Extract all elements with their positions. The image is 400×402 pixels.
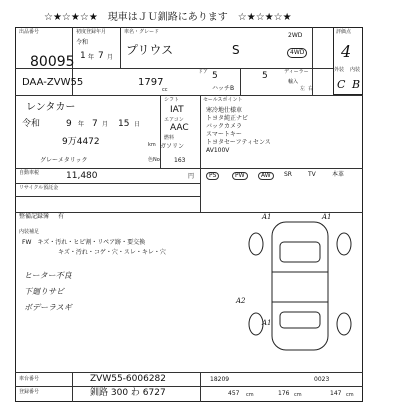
body-type: ハッチB <box>212 85 235 92</box>
score-label: 評価点 <box>336 29 352 35</box>
windshield-outline <box>280 242 320 262</box>
tax-unit: 円 <box>188 173 195 180</box>
inspection-month: 7 <box>92 119 98 129</box>
interior-notes-label: 内装補足 <box>19 229 40 235</box>
dealer-option-right: 右 <box>308 86 314 92</box>
interior-label: 内装 <box>350 67 361 73</box>
damage-mark: A1 <box>262 319 272 327</box>
plate-value: 釧路 300 わ 6727 <box>90 388 166 398</box>
door-label: ドア <box>198 69 208 75</box>
footer-width: 176 <box>278 390 290 397</box>
footer-code-1: 18209 <box>210 376 230 383</box>
rule <box>200 372 201 402</box>
car-grade: S <box>232 43 240 57</box>
vin-label: 車台番号 <box>19 376 40 382</box>
maintenance-value: 有 <box>58 213 65 220</box>
fuel-value: ガソリン <box>160 143 185 150</box>
inspection-day-unit: 日 <box>134 121 141 128</box>
interior-note-line: キズ・汚れ・コゲ・穴・スレ・キレ・穴 <box>58 249 166 256</box>
equipment-ps: PS <box>206 172 219 180</box>
mileage: 9万4472 <box>62 137 100 147</box>
selling-point-item: トヨタセーフティセンス <box>206 139 271 146</box>
rule <box>15 372 363 373</box>
exterior-score: C <box>337 78 346 91</box>
seat-count: 5 <box>262 71 268 81</box>
door-count: 5 <box>212 71 218 81</box>
transmission-value: IAT <box>170 105 184 115</box>
footer-code-2: 0023 <box>314 376 330 383</box>
color-code: 163 <box>174 157 186 164</box>
maintenance-label: 整備記録簿 <box>19 213 50 220</box>
selling-point-item: スマートキー <box>206 131 242 138</box>
inspection-month-unit: 月 <box>102 121 109 128</box>
lot-label: 出品番号 <box>19 29 40 35</box>
rule <box>15 196 200 197</box>
damage-mark: A1 <box>322 213 332 221</box>
footer-height-unit: cm <box>346 392 354 398</box>
car-name: プリウス <box>126 43 174 57</box>
inspection-year-unit: 年 <box>78 121 85 128</box>
selling-point-item: トヨタ純正ナビ <box>206 115 249 122</box>
wheel-front-left-icon <box>249 233 263 255</box>
rule <box>15 183 200 184</box>
rule <box>120 27 121 68</box>
registration-label: 初度登録年月 <box>76 29 107 35</box>
handwritten-note: ボデーラスギ <box>24 303 72 312</box>
fuel-label: 燃料 <box>164 135 175 141</box>
tax-amount: 11,480 <box>66 171 98 181</box>
dealer-label: ディーラー <box>284 69 309 75</box>
cc-unit: cc <box>162 87 168 93</box>
rule <box>240 68 241 95</box>
color-value: グレーメタリック <box>40 157 88 164</box>
transmission-label: シフト <box>164 97 180 103</box>
aircon-label: エアコン <box>164 117 184 123</box>
location-banner: ☆★☆★☆★ 現車はＪＵ釧路にあります ☆★☆★☆★ <box>44 12 292 23</box>
rule <box>72 372 73 402</box>
dealer-option-left: 左 <box>300 86 306 92</box>
tax-label: 自動車税 <box>19 170 40 176</box>
interior-note-line: FW キズ・汚れ・ヒビ割・リペア跡・要交換 <box>22 239 146 246</box>
mileage-unit: km <box>148 142 156 148</box>
registration-era: 令和 <box>76 39 89 46</box>
model-code: DAA-ZVW55 <box>22 77 84 88</box>
selling-points-label: セールスポイント <box>203 97 243 103</box>
registration-month: 7 <box>98 51 104 61</box>
equipment-sr: SR <box>284 171 292 178</box>
wheel-rear-right-icon <box>337 313 351 335</box>
selling-point-item: 寒冷地仕様車 <box>206 107 243 114</box>
plate-label: 登録番号 <box>19 389 40 395</box>
rule <box>160 95 161 168</box>
footer-width-unit: cm <box>294 392 302 398</box>
drive-2wd: 2WD <box>288 32 303 39</box>
rule <box>15 168 363 169</box>
damage-mark: A1 <box>262 213 272 221</box>
rule <box>15 95 363 96</box>
rule <box>200 95 201 212</box>
selling-point-item: AV100V <box>206 147 230 154</box>
inspection-year: 9 <box>66 119 72 129</box>
displacement: 1797 <box>138 77 164 88</box>
car-name-label: 車名・グレード <box>124 29 160 35</box>
score-value: 4 <box>341 42 352 61</box>
footer-length: 457 <box>228 390 240 397</box>
wheel-front-right-icon <box>337 233 351 255</box>
footer-height: 147 <box>330 390 342 397</box>
dealer-option-import: 輸入 <box>288 79 299 85</box>
selling-point-item: バックカメラ <box>206 123 243 130</box>
wheel-rear-left-icon <box>249 313 263 335</box>
damage-diagram <box>240 212 360 362</box>
inspection-era: 令和 <box>22 119 41 129</box>
lot-number: 80095 <box>30 54 75 70</box>
rear-window-outline <box>280 312 320 328</box>
usage-value: レンタカー <box>26 102 76 113</box>
equipment-pw: PW <box>232 172 248 180</box>
interior-score: B <box>352 78 361 91</box>
color-code-label: 色No <box>148 157 160 163</box>
handwritten-note: ヒーター不良 <box>24 271 72 280</box>
vin-value: ZVW55-6006282 <box>90 374 167 384</box>
registration-year: 1 <box>80 51 86 61</box>
damage-mark: A2 <box>236 297 246 305</box>
rule <box>312 27 313 95</box>
registration-month-unit: 月 <box>107 54 114 61</box>
car-body-outline <box>272 222 328 350</box>
registration-year-unit: 年 <box>88 54 95 61</box>
equipment-tv: TV <box>308 171 316 178</box>
equipment-aw: AW <box>258 172 274 180</box>
handwritten-note: 下廻りサビ <box>24 287 64 296</box>
inspection-day: 15 <box>118 119 130 129</box>
footer-length-unit: cm <box>246 392 254 398</box>
rule <box>15 386 363 387</box>
aircon-value: AAC <box>170 123 189 133</box>
recycle-label: リサイクル預託金 <box>19 185 59 191</box>
equipment-leather: 本革 <box>332 171 345 178</box>
exterior-label: 外装 <box>334 67 345 73</box>
drive-4wd: 4WD <box>287 48 307 58</box>
